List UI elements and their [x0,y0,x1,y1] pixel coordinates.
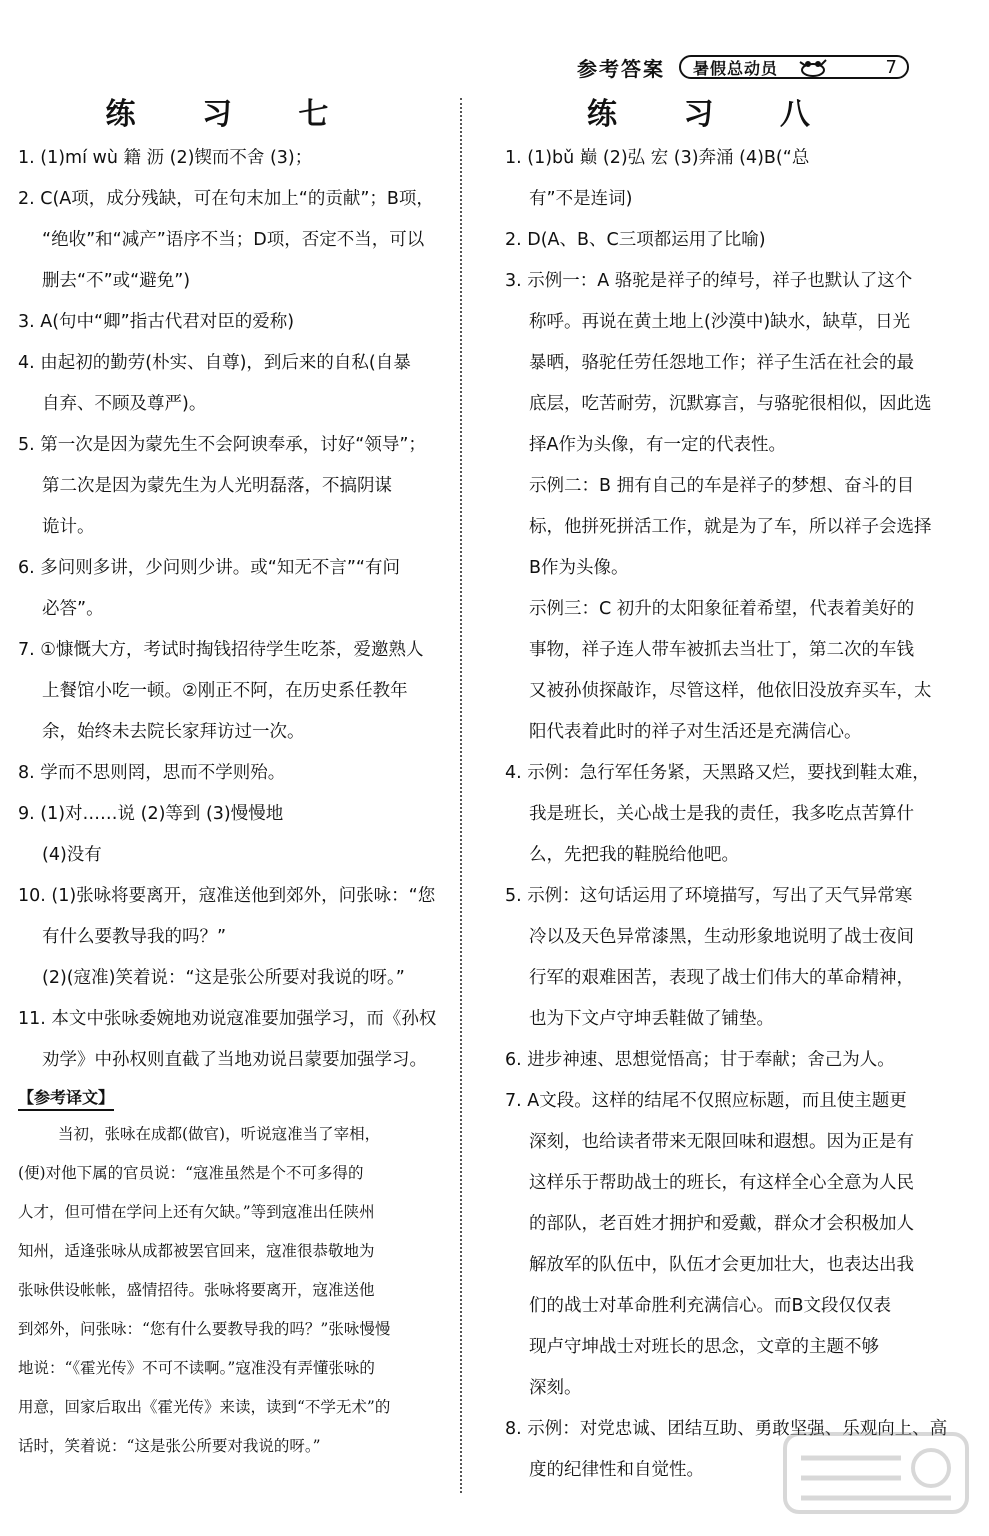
answer-line: 阳代表着此时的祥子对生活还是充满信心。 [529,722,862,742]
answer-item [18,876,444,999]
answer-line: 称呼。再说在黄土地上(沙漠中)缺水，缺草，日光 [529,312,911,332]
answer-line: 第二次是因为蒙先生为人光明磊落，不搞阴谋 [42,476,392,496]
answer-line: 5. 示例：这句话运用了环境描写，写出了天气异常寒 [505,886,913,906]
answer-line: 底层，吃苦耐劳，沉默寡言，与骆驼很相似，因此选 [529,394,932,414]
answer-line: 有什么要教导我的吗？” [42,927,227,947]
answer-line: 8. 学而不思则罔，思而不学则殆。 [18,763,286,783]
left-column [18,92,444,1466]
answer-line: 深刻，也给读者带来无限回味和遐想。因为正是有 [529,1132,914,1152]
answer-item [505,876,920,1040]
answer-item [18,343,444,425]
answer-line: 10. (1)张咏将要离开，寇准送他到郊外，问张咏：“您 [18,886,436,906]
answer-line: 2. C(A项，成分残缺，可在句末加上“的贡献”；B项， [18,189,434,209]
answer-line: 也为下文卢守坤丢鞋做了铺垫。 [529,1009,774,1029]
answer-item [505,220,920,261]
translation-line: 知州，适逢张咏从成都被罢官回来，寇准很恭敬地为 [18,1242,375,1260]
answer-item [505,1081,920,1409]
reference-translation [18,1115,444,1466]
answer-line: 余，始终未去院长家拜访过一次。 [42,722,305,742]
reference-translation-header: 【参考译文】 [18,1087,114,1111]
answer-line: 2. D(A、B、C三项都运用了比喻) [505,230,766,250]
right-column [505,92,948,1491]
answer-item [505,589,932,753]
answer-item [18,753,444,794]
answer-line: 1. (1)bǔ 巅 (2)弘 宏 (3)奔涌 (4)B(“总 [505,148,810,168]
answer-item [18,302,444,343]
answer-line: 删去“不”或“避免”) [42,271,191,291]
answer-line: 6. 多问则多讲，少问则少讲。或“知无不言”“有问 [18,558,400,578]
answer-line: 事物，祥子连人带车被抓去当壮丁，第二次的车钱 [529,640,914,660]
answer-line: 择A作为头像，有一定的代表性。 [529,435,786,455]
answer-line: 深刻。 [529,1378,582,1398]
answer-line: 上餐馆小吃一顿。②刚正不阿，在历史系任教年 [42,681,408,701]
translation-line: 当初，张咏在成都(做官)，听说寇准当了宰相， [58,1125,381,1143]
answer-line: 暴晒，骆驼任劳任怨地工作；祥子生活在社会的最 [529,353,914,373]
answer-line: 现卢守坤战士对班长的思念，文章的主题不够 [529,1337,879,1357]
section-title: 练 习 八 [587,97,838,132]
answer-line: 标，他拼死拼活工作，就是为了车，所以祥子会选择 [529,517,932,537]
translation-line: 人才，但可惜在学问上还有欠缺。”等到寇准出任陕州 [18,1203,375,1221]
answer-line: 这样乐于帮助战士的班长，有这样全心全意为人民 [529,1173,914,1193]
answer-line: 行军的艰难困苦，表现了战士们伟大的革命精神， [529,968,914,988]
answer-line: 7. A文段。这样的结尾不仅照应标题，而且使主题更 [505,1091,907,1111]
answer-line: 4. 示例：急行军任务紧，天黑路又烂，要找到鞋太难， [505,763,930,783]
answer-line: (2)(寇准)笑着说：“这是张公所要对我说的呀。” [42,968,405,988]
answer-item [505,466,932,589]
answer-item [18,548,444,630]
translation-line: 张咏供设帐帐，盛情招待。张咏将要离开，寇准送他 [18,1281,375,1299]
page-number: 7 [885,56,897,78]
answer-line: 6. 进步神速、思想觉悟高；甘于奉献；舍己为人。 [505,1050,895,1070]
translation-line: (便)对他下属的官员说：“寇准虽然是个不可多得的 [18,1164,364,1182]
header-brand-pill [679,55,909,79]
column-divider [460,98,462,1493]
page-header [577,52,909,82]
answer-line: 解放军的队伍中，队伍才会更加壮大，也表达出我 [529,1255,914,1275]
answer-item [505,138,920,220]
answer-line: 度的纪律性和自觉性。 [529,1460,704,1480]
answer-line: 1. (1)mí wù 籍 沥 (2)锲而不舍 (3)； [18,148,313,168]
answer-item [18,999,444,1081]
answer-line: 11. 本文中张咏委婉地劝说寇准要加强学习，而《孙权 [18,1009,437,1029]
watermark-logo [781,1428,971,1518]
answer-item [505,261,932,466]
answer-line: 示例三：C 初升的太阳象征着希望，代表着美好的 [529,599,915,619]
answer-line: 4. 由起初的勤劳(朴实、自尊)，到后来的自私(自暴 [18,353,411,373]
answer-item [18,179,444,302]
translation-line: 地说：“《霍光传》不可不读啊。”寇准没有弄懂张咏的 [18,1359,375,1377]
answer-line: 的部队，老百姓才拥护和爱戴，群众才会积极加人 [529,1214,914,1234]
answer-list [505,138,948,1491]
answer-line: 又被孙侦探敲诈，尽管这样，他依旧没放弃买车，太 [529,681,932,701]
answer-item [18,630,444,753]
answer-line: 8. 示例：对党忠诚、团结互助、勇敢坚强、乐观向上、高 [505,1419,948,1439]
mascot-icon [796,56,830,78]
answer-line: 5. 第一次是因为蒙先生不会阿谀奉承，讨好“领导”； [18,435,426,455]
answer-line: 示例二：B 拥有自己的车是祥子的梦想、奋斗的目 [529,476,915,496]
answer-line: 9. (1)对……说 (2)等到 (3)慢慢地 [18,804,284,824]
answer-line: “绝收”和“减产”语序不当；D项，否定不当，可以 [42,230,425,250]
translation-line: 话时，笑着说：“这是张公所要对我说的呀。” [18,1437,321,1455]
translation-line: 到郊外，问张咏：“您有什么要教导我的吗？”张咏慢慢 [18,1320,391,1338]
section-title: 练 习 七 [105,97,357,132]
answer-line: 3. A(句中“卿”指古代君对臣的爱称) [18,312,295,332]
answer-line: 有”不是连词) [529,189,633,209]
answer-line: 劝学》中孙权则直截了当地劝说吕蒙要加强学习。 [42,1050,427,1070]
answer-item [505,1040,920,1081]
answer-line: 冷以及天色异常漆黑，生动形象地说明了战士夜间 [529,927,914,947]
answer-line: 们的战士对革命胜利充满信心。而B文段仅仅表 [529,1296,892,1316]
answer-line: 3. 示例一：A 骆驼是祥子的绰号，祥子也默认了这个 [505,271,913,291]
answer-line: 必答”。 [42,599,104,619]
answer-line: 7. ①慷慨大方，考试时掏钱招待学生吃茶，爱邀熟人 [18,640,424,660]
answer-list [18,138,444,1081]
answer-item [18,794,444,876]
answer-line: 我是班长，关心战士是我的责任，我多吃点苦算什 [529,804,914,824]
header-brand: 暑假总动员 [693,58,779,78]
answer-line: (4)没有 [42,845,102,865]
answer-line: B作为头像。 [529,558,629,578]
header-label: 参考答案 [577,56,665,81]
answer-line: 诡计。 [42,517,95,537]
answer-item [18,425,444,548]
answer-item [18,138,444,179]
answer-line: 自弃、不顾及尊严)。 [42,394,207,414]
answer-item [505,753,930,876]
answer-line: 么，先把我的鞋脱给他吧。 [529,845,739,865]
translation-line: 用意，回家后取出《霍光传》来读，读到“不学无术”的 [18,1398,391,1416]
